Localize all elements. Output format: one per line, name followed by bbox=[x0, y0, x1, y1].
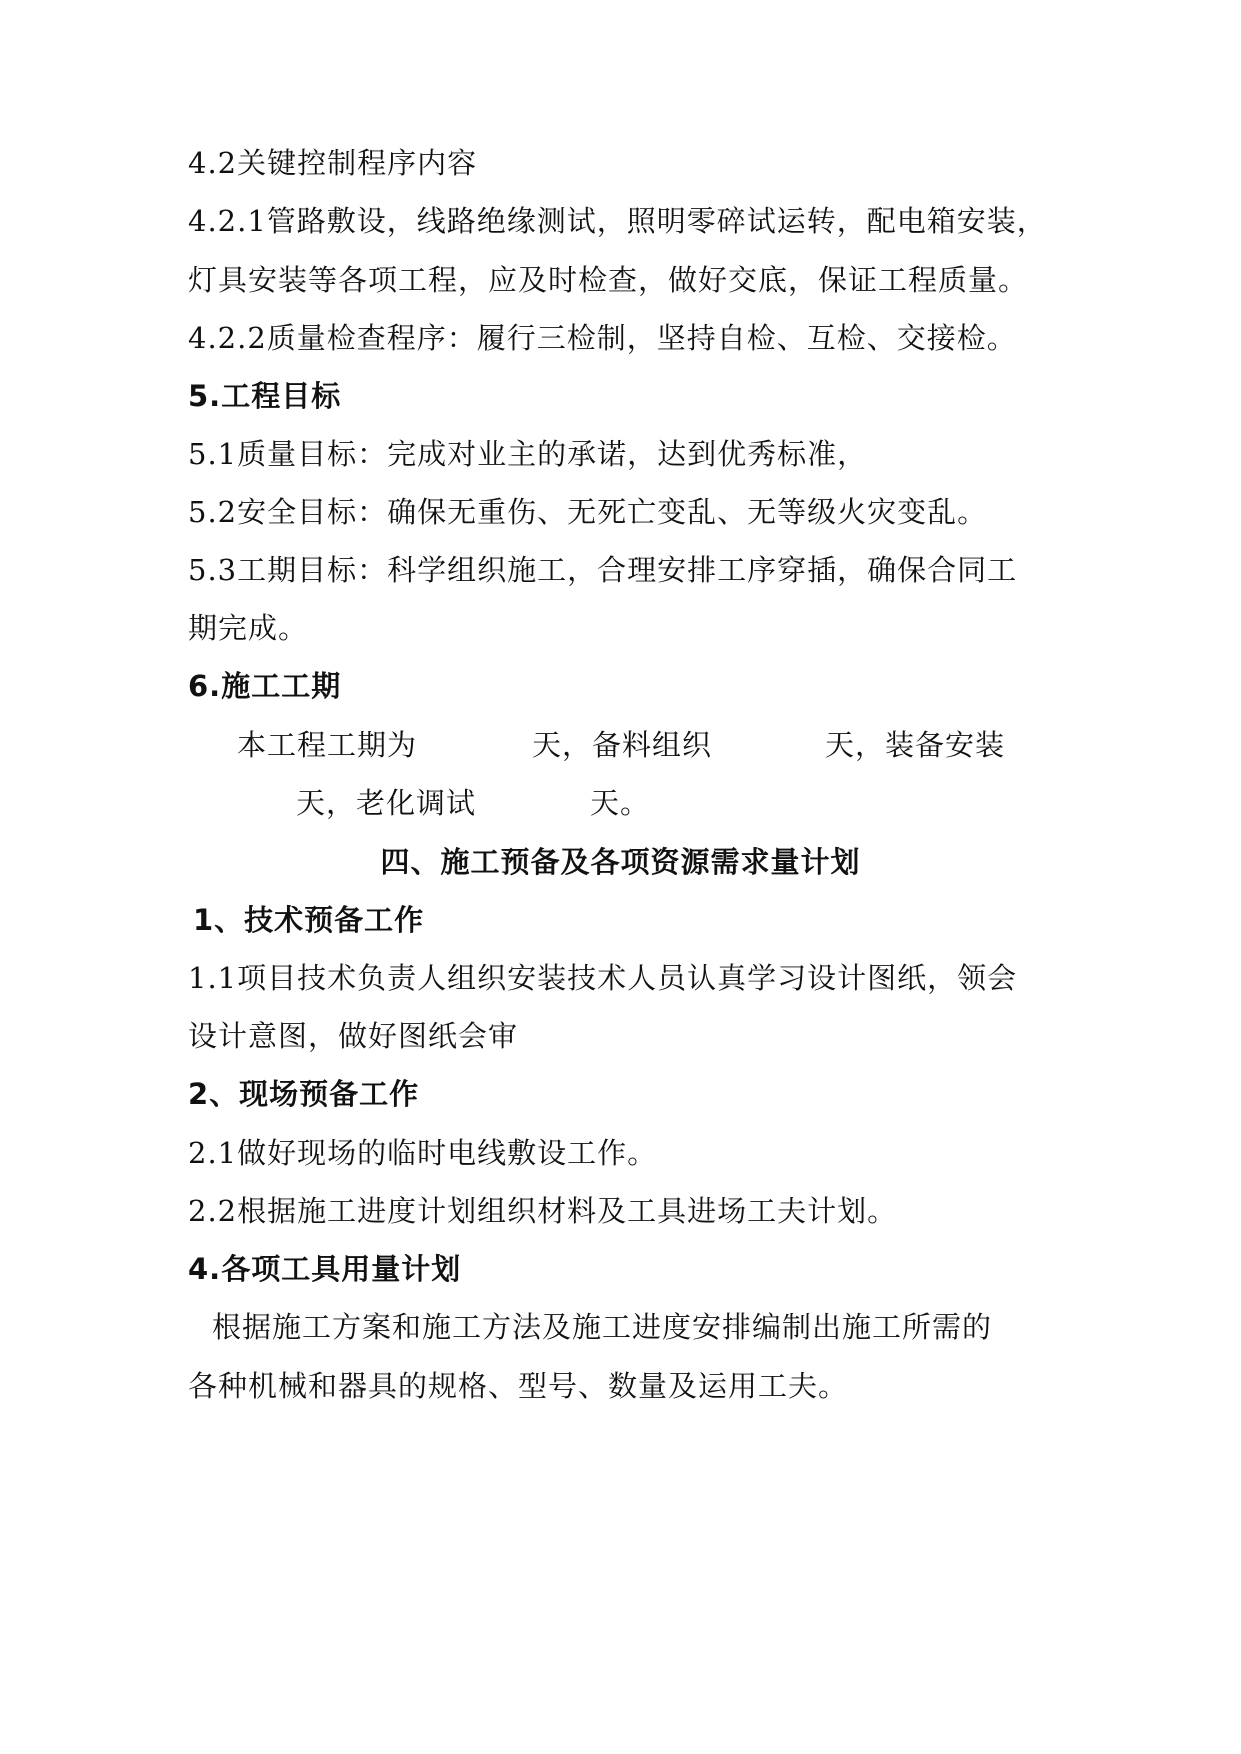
paragraph-5-3: 5.3工期目标：科学组织施工，合理安排工序穿插，确保合同工 bbox=[188, 553, 1018, 587]
paragraph-tools: 根据施工方案和施工方法及施工进度安排编制出施工所需的 bbox=[212, 1310, 993, 1344]
paragraph-5-2: 5.2安全目标：确保无重伤、无死亡变乱、无等级火灾变乱。 bbox=[188, 495, 988, 529]
section-title-4: 四、施工预备及各项资源需求量计划 bbox=[380, 845, 861, 879]
paragraph-4-2: 4.2关键控制程序内容 bbox=[188, 146, 478, 180]
duration-prep-label: 天，备料组织 bbox=[532, 728, 713, 762]
paragraph-2-1: 2.1做好现场的临时电线敷设工作。 bbox=[188, 1136, 658, 1170]
heading-6: 6.施工工期 bbox=[188, 669, 342, 703]
paragraph-2-2: 2.2根据施工进度计划组织材料及工具进场工夫计划。 bbox=[188, 1194, 898, 1228]
paragraph-5-3-cont: 期完成。 bbox=[188, 611, 309, 645]
paragraph-1-1-cont: 设计意图，做好图纸会审 bbox=[188, 1019, 519, 1053]
paragraph-4-2-1: 4.2.1管路敷设，线路绝缘测试，照明零碎试运转，配电箱安装， bbox=[188, 204, 1047, 238]
paragraph-5-1: 5.1质量目标：完成对业主的承诺，达到优秀标准， bbox=[188, 437, 868, 471]
duration-install-label: 天，装备安装 bbox=[825, 728, 1006, 762]
paragraph-tools-cont: 各种机械和器具的规格、型号、数量及运用工夫。 bbox=[188, 1369, 849, 1403]
heading-2-site: 2、现场预备工作 bbox=[188, 1077, 420, 1111]
paragraph-4-2-2: 4.2.2质量检查程序：履行三检制，坚持自检、互检、交接检。 bbox=[188, 321, 1017, 355]
duration-aging-label: 天，老化调试 bbox=[296, 786, 477, 820]
duration-total-label: 本工程工期为 bbox=[237, 728, 418, 762]
heading-1-tech: 1、技术预备工作 bbox=[193, 903, 425, 937]
heading-4-tools: 4.各项工具用量计划 bbox=[188, 1252, 462, 1286]
heading-5: 5.工程目标 bbox=[188, 379, 342, 413]
paragraph-4-2-1-cont: 灯具安装等各项工程，应及时检查，做好交底，保证工程质量。 bbox=[188, 263, 1029, 297]
paragraph-1-1: 1.1项目技术负责人组织安装技术人员认真学习设计图纸，领会 bbox=[188, 961, 1018, 995]
duration-end-label: 天。 bbox=[590, 786, 651, 820]
